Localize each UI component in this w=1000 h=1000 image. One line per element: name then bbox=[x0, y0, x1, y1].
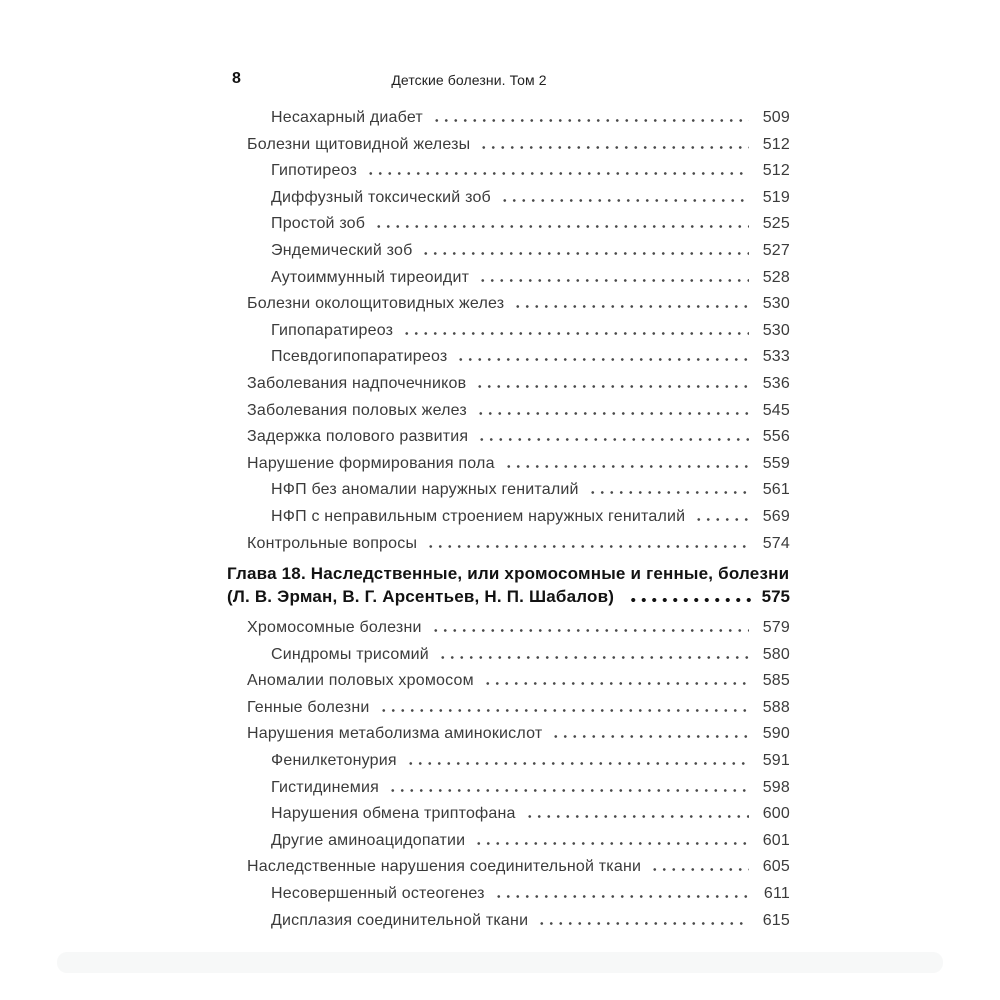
toc-entry bbox=[227, 753, 790, 769]
toc-entry bbox=[227, 859, 790, 875]
running-title: Детские болезни. Том 2 bbox=[391, 72, 547, 88]
dot-leader bbox=[628, 598, 754, 602]
toc-entry bbox=[227, 137, 790, 153]
toc-entry-page-number: 536 bbox=[762, 374, 790, 392]
toc-entry bbox=[227, 243, 790, 259]
toc-entry-label: Дисплазия соединительной ткани bbox=[271, 911, 529, 929]
toc-entry-page-number: 530 bbox=[762, 295, 790, 313]
dot-leader bbox=[650, 868, 749, 871]
chapter-authors: (Л. В. Эрман, В. Г. Арсентьев, Н. П. Шабалов) bbox=[227, 587, 615, 607]
toc-entry-label: Синдромы трисомий bbox=[271, 645, 429, 663]
toc-entry-label: Нарушение формирования пола bbox=[247, 454, 495, 472]
dot-leader bbox=[431, 629, 749, 632]
toc-entry-page-number: 600 bbox=[762, 805, 790, 823]
dot-leader bbox=[426, 545, 749, 548]
toc-entry bbox=[227, 726, 790, 742]
toc-entry-label: Болезни щитовидной железы bbox=[247, 135, 471, 153]
toc-entry-page-number: 579 bbox=[762, 619, 790, 637]
dot-leader bbox=[402, 332, 749, 335]
toc-entry-label: Псевдогипопаратиреоз bbox=[271, 348, 448, 366]
toc-entry bbox=[227, 296, 790, 312]
dot-leader bbox=[406, 762, 749, 765]
dot-leader bbox=[438, 656, 749, 659]
toc-entry bbox=[227, 270, 790, 286]
dot-leader bbox=[479, 146, 749, 149]
dot-leader bbox=[494, 895, 749, 898]
toc-entry-page-number: 545 bbox=[762, 401, 790, 419]
page-number: 8 bbox=[232, 70, 242, 87]
toc-entry-label: Простой зоб bbox=[271, 215, 366, 233]
toc-entry bbox=[227, 647, 790, 663]
toc-entry-page-number: 588 bbox=[762, 698, 790, 716]
toc-entry bbox=[227, 509, 790, 525]
dot-leader bbox=[504, 465, 749, 468]
dot-leader bbox=[432, 119, 749, 122]
dot-leader bbox=[374, 225, 749, 228]
toc-entry bbox=[227, 913, 790, 929]
toc-entry-page-number: 528 bbox=[762, 268, 790, 286]
toc-entry-page-number: 509 bbox=[762, 109, 790, 126]
toc-entry-label: Нарушения метаболизма аминокислот bbox=[247, 725, 543, 743]
chapter-title: Глава 18. Наследственные, или хромосомные и генные, болезни bbox=[227, 564, 790, 584]
toc-entry bbox=[227, 482, 790, 498]
toc-entry-label: Генные болезни bbox=[247, 698, 370, 716]
toc-entry bbox=[227, 673, 790, 689]
dot-leader bbox=[483, 682, 749, 685]
dot-leader bbox=[694, 518, 749, 521]
toc-entry-page-number: 580 bbox=[762, 645, 790, 663]
toc-entry-page-number: 591 bbox=[762, 752, 790, 770]
toc-section-top bbox=[227, 110, 790, 552]
toc-entry-label: Нарушения обмена триптофана bbox=[271, 805, 516, 823]
bottom-edge-shadow bbox=[57, 952, 943, 973]
toc-entry bbox=[227, 429, 790, 445]
toc-entry bbox=[227, 806, 790, 822]
toc-entry-label: Наследственные нарушения соединительной ткани bbox=[247, 858, 642, 876]
toc-entry-page-number: 585 bbox=[762, 672, 790, 690]
toc-entry-page-number: 559 bbox=[762, 454, 790, 472]
toc-entry bbox=[227, 323, 790, 339]
toc-entry bbox=[227, 700, 790, 716]
dot-leader bbox=[475, 385, 749, 388]
toc-entry-label: Гистидинемия bbox=[271, 778, 379, 796]
toc-entry bbox=[227, 216, 790, 232]
toc-entry-label: Несахарный диабет bbox=[271, 109, 423, 126]
dot-leader bbox=[388, 789, 749, 792]
dot-leader bbox=[551, 735, 749, 738]
toc-entry-page-number: 530 bbox=[762, 321, 790, 339]
toc-entry bbox=[227, 620, 790, 636]
toc-entry bbox=[227, 536, 790, 552]
toc-entry-page-number: 519 bbox=[762, 188, 790, 206]
chapter-heading bbox=[227, 562, 790, 608]
toc-entry-page-number: 561 bbox=[762, 481, 790, 499]
toc-entry bbox=[227, 376, 790, 392]
toc-entry-page-number: 569 bbox=[762, 507, 790, 525]
toc-entry-label: Задержка полового развития bbox=[247, 428, 469, 446]
toc-entry-page-number: 527 bbox=[762, 241, 790, 259]
toc-entry-label: Заболевания половых желез bbox=[247, 401, 467, 419]
toc-entry bbox=[227, 456, 790, 472]
dot-leader bbox=[588, 491, 749, 494]
toc-entry-label: Хромосомные болезни bbox=[247, 619, 422, 637]
toc-entry-label: Аномалии половых хромосом bbox=[247, 672, 474, 690]
toc-entry-label: Аутоиммунный тиреоидит bbox=[271, 268, 470, 286]
dot-leader bbox=[366, 172, 749, 175]
toc-entry bbox=[227, 110, 790, 126]
toc-entry-label: Гипотиреоз bbox=[271, 162, 358, 180]
toc-entry bbox=[227, 886, 790, 902]
toc-entry-label: Заболевания надпочечников bbox=[247, 374, 467, 392]
toc-entry-label: НФП без аномалии наружных гениталий bbox=[271, 481, 579, 499]
toc-entry bbox=[227, 833, 790, 849]
toc-entry-label: Фенилкетонурия bbox=[271, 752, 397, 770]
toc-entry-page-number: 611 bbox=[763, 885, 790, 903]
dot-leader bbox=[421, 252, 749, 255]
toc-entry-label: Болезни околощитовидных желез bbox=[247, 295, 505, 313]
dot-leader bbox=[474, 842, 749, 845]
dot-leader bbox=[477, 438, 749, 441]
toc-entry bbox=[227, 190, 790, 206]
toc-entry-page-number: 574 bbox=[762, 534, 790, 552]
dot-leader bbox=[478, 279, 749, 282]
toc-entry-page-number: 601 bbox=[762, 831, 790, 849]
toc-entry-page-number: 556 bbox=[762, 428, 790, 446]
toc-entry-label: Несовершенный остеогенез bbox=[271, 885, 485, 903]
toc-entry-label: Диффузный токсический зоб bbox=[271, 188, 491, 206]
dot-leader bbox=[513, 305, 749, 308]
toc-entry-page-number: 512 bbox=[762, 135, 790, 153]
dot-leader bbox=[500, 199, 749, 202]
toc-section-bottom bbox=[227, 620, 790, 929]
toc-entry-label: Другие аминоацидопатии bbox=[271, 831, 466, 849]
toc-entry bbox=[227, 403, 790, 419]
toc-entry-page-number: 525 bbox=[762, 215, 790, 233]
toc-entry-page-number: 605 bbox=[762, 858, 790, 876]
toc-entry bbox=[227, 349, 790, 365]
chapter-page-number: 575 bbox=[761, 587, 790, 607]
toc-entry-page-number: 533 bbox=[762, 348, 790, 366]
toc-entry-page-number: 512 bbox=[762, 162, 790, 180]
dot-leader bbox=[537, 922, 749, 925]
running-head bbox=[0, 0, 1000, 100]
toc-entry-page-number: 590 bbox=[762, 725, 790, 743]
dot-leader bbox=[525, 815, 749, 818]
toc-entry-label: Эндемический зоб bbox=[271, 241, 413, 259]
toc-entry-page-number: 598 bbox=[762, 778, 790, 796]
dot-leader bbox=[476, 412, 749, 415]
dot-leader bbox=[456, 358, 749, 361]
table-of-contents bbox=[227, 110, 790, 939]
chapter-authors-row bbox=[227, 585, 790, 608]
toc-entry-page-number: 615 bbox=[762, 911, 790, 929]
dot-leader bbox=[379, 709, 749, 712]
toc-entry bbox=[227, 780, 790, 796]
toc-entry-label: Гипопаратиреоз bbox=[271, 321, 394, 339]
toc-entry bbox=[227, 163, 790, 179]
toc-entry-label: НФП с неправильным строением наружных гениталий bbox=[271, 507, 686, 525]
toc-entry-label: Контрольные вопросы bbox=[247, 534, 418, 552]
